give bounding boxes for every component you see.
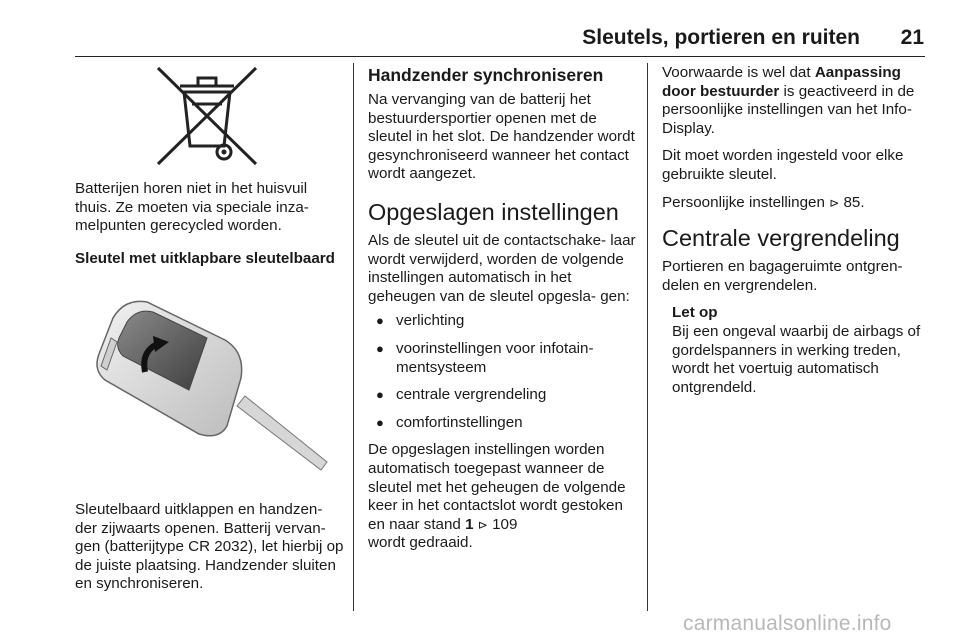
personal-settings-ref: Persoonlijke instellingen ⊳ 85. — [662, 193, 865, 211]
list-item: ● verlichting — [376, 312, 465, 330]
saved-settings-list — [368, 312, 640, 432]
sync-heading: Handzender synchroniseren — [368, 65, 604, 85]
bullet-icon: ● — [376, 387, 384, 403]
battery-disposal-text: Batterijen horen niet in het huisvuil thuis. Ze moeten via speciale inza- melpunten gerecycled worden. — [75, 180, 309, 235]
column-divider-2 — [647, 63, 648, 611]
saved-settings-outro: De opgeslagen instellingen worden automatisch toegepast wanneer de sleutel met het geheugen de volgende keer in het contactslot wordt gestoken en naar stand 1 ⊳ 109 wordt gedraaid. — [368, 441, 626, 552]
flip-key-heading: Sleutel met uitklapbare sleutelbaard — [75, 249, 335, 267]
reference-arrow-icon: ⊳ — [829, 195, 840, 210]
crossed-bin-icon — [148, 64, 266, 168]
flip-key-illustration — [75, 278, 339, 488]
saved-settings-heading: Opgeslagen instellingen — [368, 198, 619, 225]
page-header-title: Sleutels, portieren en ruiten — [582, 26, 860, 49]
page-reference-link[interactable]: 109 — [492, 515, 518, 533]
sync-text: Na vervanging van de batterij het bestuurdersportier openen met de sleutel in het slot. De handzender wordt gesynchroniseerd wanneer het contact wordt aangezet. — [368, 91, 635, 183]
central-locking-heading: Centrale vergrendeling — [662, 225, 900, 252]
column-divider-1 — [353, 63, 354, 611]
middle-column — [368, 64, 640, 562]
key-caption-block — [75, 501, 345, 603]
bullet-icon: ● — [376, 340, 384, 356]
reference-arrow-icon: ⊳ — [477, 517, 488, 532]
key-instructions-text: Sleutelbaard uitklappen en handzen- der zijwaarts openen. Batterij vervan- gen (batterijtype CR 2032), let hierbij op de juiste plaatsing. Handzender sluiten en synchroniseren. — [75, 501, 344, 593]
list-item: ● comfortinstellingen — [376, 413, 523, 431]
page-number: 21 — [900, 26, 924, 49]
left-column — [75, 180, 345, 277]
page-reference-link[interactable]: 85. — [843, 193, 865, 211]
note-box — [672, 304, 932, 397]
central-locking-text: Portieren en bagageruimte ontgren- delen en vergrendelen. — [662, 258, 903, 294]
note-title: Let op — [672, 304, 718, 322]
per-key-text: Dit moet worden ingesteld voor elke gebruikte sleutel. — [662, 147, 904, 183]
bullet-icon: ● — [376, 313, 384, 329]
header-divider — [75, 56, 925, 57]
watermark: carmanualsonline.info — [683, 612, 892, 635]
list-item: ● centrale vergrendeling — [376, 386, 547, 404]
list-item: ● voorinstellingen voor infotain- mentsysteem — [376, 339, 594, 376]
note-text: Bij een ongeval waarbij de airbags of gordelspanners in werking treden, wordt het voertuig automatisch ontgrendeld. — [672, 322, 921, 396]
bullet-icon: ● — [376, 414, 384, 430]
saved-settings-intro: Als de sleutel uit de contactschake- laar wordt verwijderd, worden de volgende instellingen automatisch in het geheugen van de sleutel opgesla- gen: — [368, 231, 636, 305]
right-column — [662, 64, 932, 397]
condition-text: Voorwaarde is wel dat Aanpassing door bestuurder is geactiveerd in de persoonlijke instellingen van het Info-Display. — [662, 64, 915, 137]
